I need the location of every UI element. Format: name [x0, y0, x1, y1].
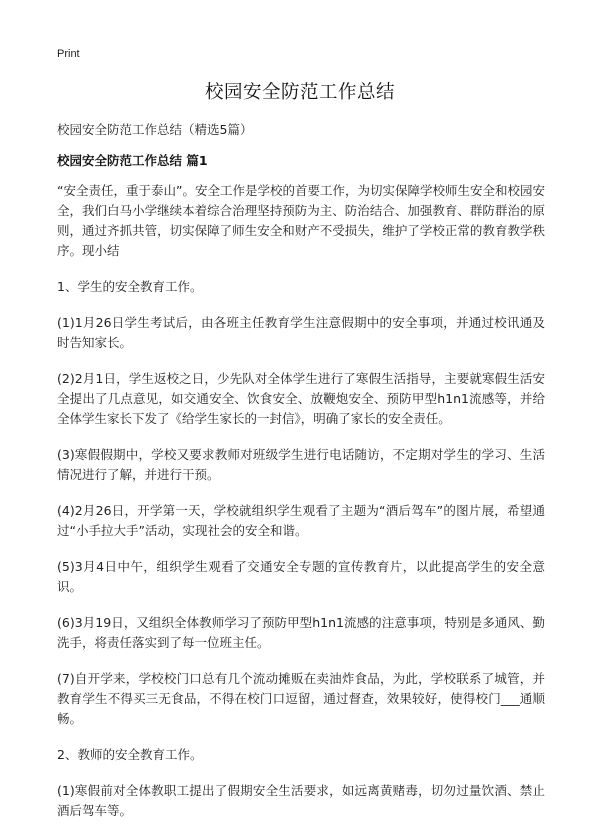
- print-link[interactable]: Print: [57, 48, 80, 60]
- page-title: 校园安全防范工作总结: [204, 82, 395, 103]
- paragraph-item-7: (7)自开学来，学校校门口总有几个流动摊贩在卖油炸食品，为此，学校联系了城管，并教育学生不得买三无食品，不得在校门口逗留，通过督查，效果较好，使得校门___通顺畅。: [57, 671, 545, 726]
- document-body: [57, 181, 545, 837]
- paragraph-teacher-item-1: (1)寒假前对全体教职工提出了假期安全生活要求，如远离黄赌毒，切勿过量饮酒、禁止酒后驾车等。: [57, 783, 545, 818]
- paragraph-item-3: (3)寒假假期中，学校又要求教师对班级学生进行电话随访，不定期对学生的学习、生活情况进行了解，并进行干预。: [57, 447, 545, 482]
- paragraph-intro: “安全责任，重于泰山”。安全工作是学校的首要工作，为切实保障学校师生安全和校园安全，我们白马小学继续本着综合治理坚持预防为主、防治结合、加强教育、群防群治的原则，通过齐抓共管，切实保障了师生安全和财产不受损失，维护了学校正常的教育教学秩序。现小结: [57, 183, 545, 258]
- paragraph-teacher-safety-heading: 2、教师的安全教育工作。: [57, 747, 203, 762]
- paragraph-item-6: (6)3月19日，又组织全体教师学习了预防甲型h1n1流感的注意事项，特别是多通风、勤洗手，将责任落实到了每一位班主任。: [57, 615, 545, 650]
- document-subtitle: 校园安全防范工作总结（精选5篇）: [57, 122, 253, 137]
- paragraph-item-2: (2)2月1日，学生返校之日，少先队对全体学生进行了寒假生活指导，主要就寒假生活安全提出了几点意见，如交通安全、饮食安全、放鞭炮安全、预防甲型h1n1流感等，并给全体学生家长下发了《给学生家长的一封信》，明确了家长的安全责任。: [57, 371, 545, 426]
- paragraph-student-safety-heading: 1、学生的安全教育工作。: [57, 279, 203, 294]
- paragraph-item-5: (5)3月4日中午，组织学生观看了交通安全专题的宣传教育片，以此提高学生的安全意识。: [57, 559, 545, 594]
- paragraph-item-1: (1)1月26日学生考试后，由各班主任教育学生注意假期中的安全事项，并通过校讯通及时告知家长。: [57, 315, 545, 350]
- section-heading: 校园安全防范工作总结 篇1: [57, 153, 208, 168]
- paragraph-item-4: (4)2月26日，开学第一天，学校就组织学生观看了主题为“酒后驾车”的图片展，希望通过“小手拉大手”活动，实现社会的安全和谐。: [57, 503, 545, 538]
